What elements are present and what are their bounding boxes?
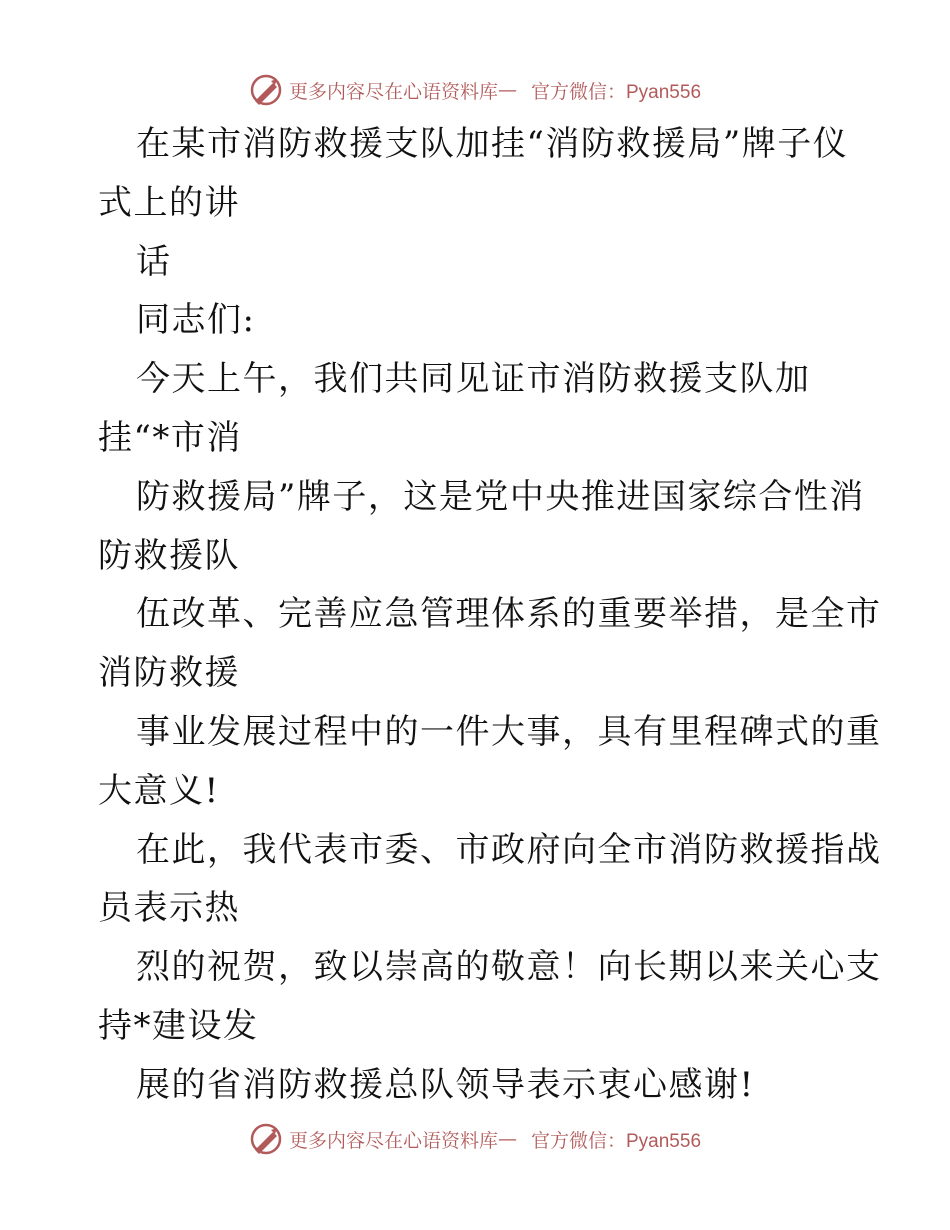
header-wechat-id: Pyan556: [626, 81, 702, 103]
text-line: 在某市消防救援支队加挂“消防救援局”牌子仪: [136, 124, 849, 164]
text-line: 挂“*市消: [98, 417, 242, 458]
footer-dash: —: [497, 1128, 517, 1150]
pen-logo-icon: [249, 1122, 283, 1156]
text-line: 持*建设发: [98, 1005, 259, 1046]
text-line: 防救援队: [98, 535, 240, 576]
header-site-name: 更多内容尽在心语资料库: [288, 80, 498, 103]
text-line: 同志们:: [136, 300, 256, 341]
text-line: 防救援局”牌子，这是党中央推进国家综合性消: [136, 476, 865, 517]
footer-site-name: 更多内容尽在心语资料库: [288, 1129, 498, 1152]
footer-wechat-id: Pyan556: [626, 1130, 702, 1152]
header-dash: —: [497, 79, 517, 101]
text-line: 员表示热: [98, 888, 240, 929]
text-line: 消防救援: [98, 653, 240, 694]
footer-wechat: [531, 1126, 701, 1153]
header-watermark: [0, 70, 950, 110]
footer-wechat-label: 官方微信：: [530, 1129, 626, 1152]
text-line: 烈的祝贺，致以崇高的敬意！向长期以来关心支: [136, 947, 882, 988]
text-line: 今天上午，我们共同见证市消防救援支队加: [136, 359, 811, 400]
text-line: 事业发展过程中的一件大事，具有里程碑式的重: [136, 711, 882, 752]
text-line: 话: [136, 241, 172, 282]
header-wechat-label: 官方微信：: [530, 80, 626, 103]
text-line: 展的省消防救援总队领导表示衷心感谢!: [136, 1064, 755, 1105]
pen-logo-icon: [249, 73, 283, 107]
text-line: 伍改革、完善应急管理体系的重要举措，是全市: [136, 594, 882, 635]
footer-watermark: [0, 1119, 950, 1159]
text-line: 在此，我代表市委、市政府向全市消防救援指战: [136, 829, 882, 870]
text-line: 式上的讲: [98, 182, 240, 223]
text-line: 大意义!: [98, 770, 220, 811]
header-wechat: [531, 77, 701, 104]
speech-body: [98, 115, 882, 1115]
